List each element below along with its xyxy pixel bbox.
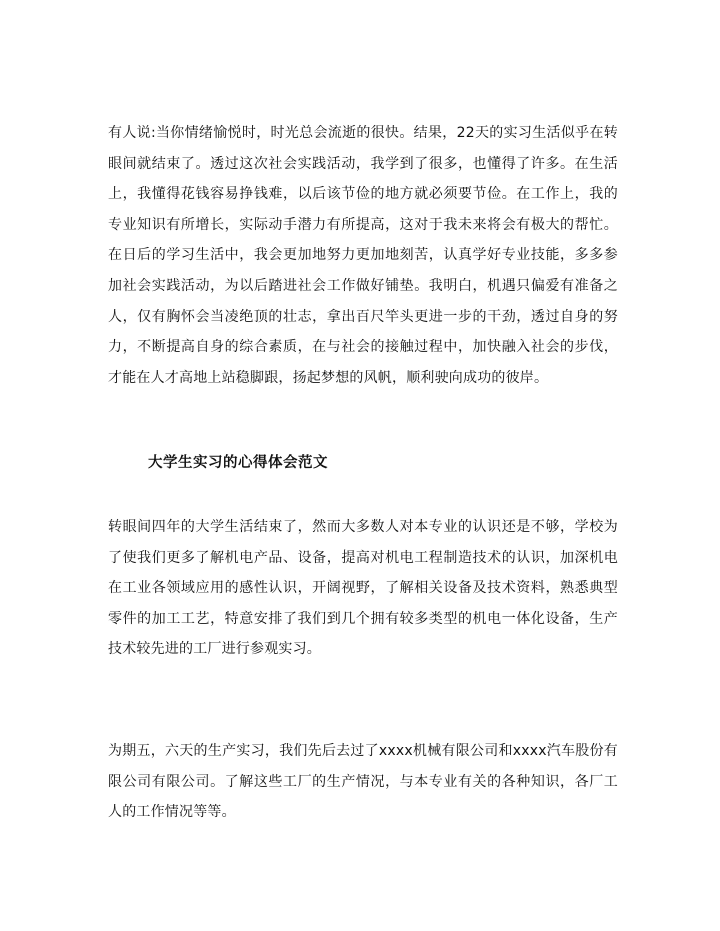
paragraph-internship-reflection: 有人说:当你情绪愉悦时，时光总会流逝的很快。结果，22天的实习生活似乎在转眼间就结束了。透过这次社会实践活动，我学到了很多，也懂得了许多。在生活上，我懂得花钱容易挣钱难，以后该节俭的地方就必须要节俭。在工作上，我的专业知识有所增长，实际动手潜力有所提高，这对于我未来将会有极大的帮忙。在日后的学习生活中，我会更加地努力更加地刻苦，认真学好专业技能，多多参加社会实践活动，为以后踏进社会工作做好铺垫。我明白，机遇只偏爱有准备之人，仅有胸怀会当凌绝顶的壮志，拿出百尺竿头更进一步的干劲，透过自身的努力，不断提高自身的综合素质，在与社会的接触过程中，加快融入社会的步伐，才能在人才高地上站稳脚跟，扬起梦想的风帆，顺利驶向成功的彼岸。: [108, 125, 618, 386]
paragraph-university-visit: 转眼间四年的大学生活结束了，然而大多数人对本专业的认识还是不够，学校为了使我们更多了解机电产品、设备，提高对机电工程制造技术的认识，加深机电在工业各领域应用的感性认识，开阔视野，了解相关设备及技术资料，熟悉典型零件的加工工艺，特意安排了我们到几个拥有较多类型的机电一体化设备，生产技术较先进的工厂进行参观实习。: [108, 519, 618, 658]
section-heading: 大学生实习的心得体会范文: [148, 454, 328, 471]
paragraph-production-internship: 为期五，六天的生产实习，我们先后去过了xxxx机械有限公司和xxxx汽车股份有限公司有限公司。了解这些工厂的生产情况，与本专业有关的各种知识，各厂工人的工作情况等等。: [108, 743, 618, 821]
